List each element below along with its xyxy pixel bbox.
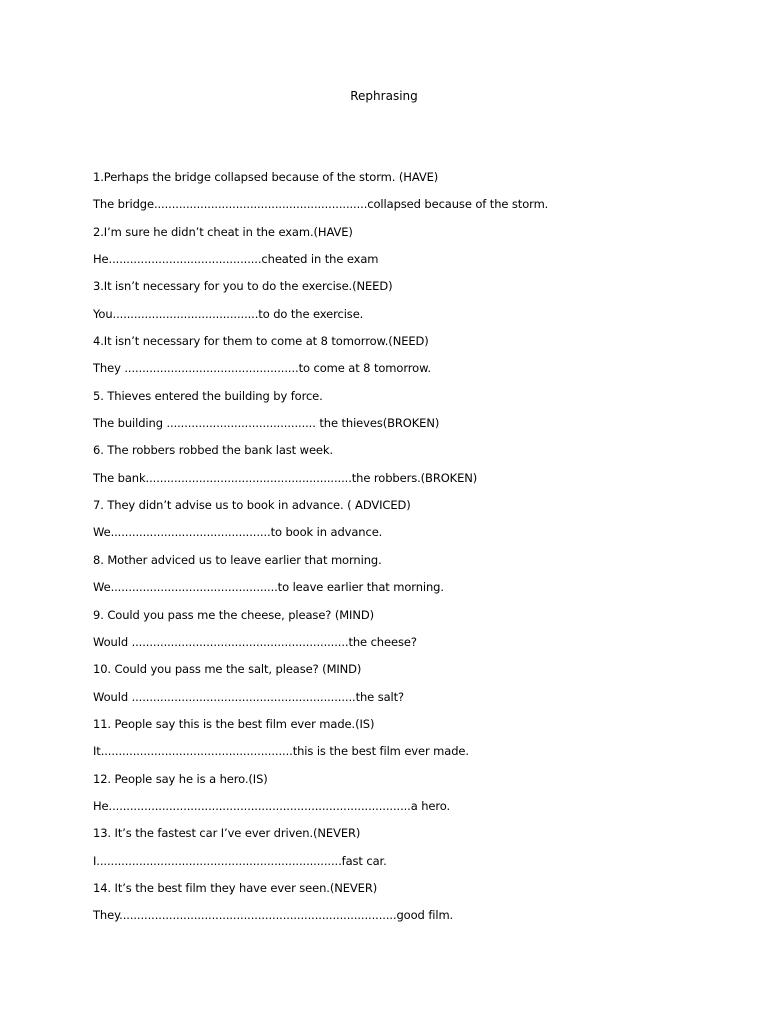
exercise-14-answer: They..............................................................................good film. bbox=[93, 908, 454, 923]
exercise-2-prompt: 2.I’m sure he didn’t cheat in the exam.(HAVE) bbox=[93, 224, 353, 239]
exercise-1-prompt: 1.Perhaps the bridge collapsed because of the storm. (HAVE) bbox=[93, 170, 439, 184]
exercise-5-answer: The building .......................................... the thieves(BROKEN) bbox=[93, 416, 440, 431]
exercise-12-prompt: 12. People say he is a hero.(IS) bbox=[93, 771, 268, 786]
exercise-4-prompt: 4.It isn’t necessary for them to come at 8 tomorrow.(NEED) bbox=[93, 334, 429, 349]
exercise-9-answer: Would .............................................................the cheese? bbox=[93, 634, 417, 649]
exercise-2-answer: He...........................................cheated in the exam bbox=[93, 252, 379, 267]
exercise-13-answer: I.....................................................................fast car. bbox=[93, 853, 387, 868]
exercise-13-prompt: 13. It’s the fastest car I’ve ever driven.(NEVER) bbox=[93, 826, 361, 841]
exercise-10-prompt: 10. Could you pass me the salt, please? (MIND) bbox=[93, 662, 362, 677]
exercise-14-prompt: 14. It’s the best film they have ever seen.(NEVER) bbox=[93, 880, 378, 895]
exercise-11-prompt: 11. People say this is the best film ever made.(IS) bbox=[93, 716, 375, 731]
exercise-4-answer: They .................................................to come at 8 tomorrow. bbox=[93, 361, 431, 376]
exercise-list bbox=[93, 169, 733, 935]
exercise-8-answer: We...............................................to leave earlier that morning. bbox=[93, 580, 444, 595]
exercise-6-answer: The bank..........................................................the robbers.(BROKEN) bbox=[93, 470, 478, 485]
exercise-8-prompt: 8. Mother adviced us to leave earlier that morning. bbox=[93, 552, 382, 567]
page-title: Rephrasing bbox=[350, 89, 418, 103]
exercise-1-answer: The bridge............................................................collapsed because of the storm. bbox=[93, 197, 549, 212]
exercise-10-answer: Would ...............................................................the salt? bbox=[93, 689, 405, 704]
exercise-6-prompt: 6. The robbers robbed the bank last week. bbox=[93, 443, 334, 458]
exercise-3-prompt: 3.It isn’t necessary for you to do the exercise.(NEED) bbox=[93, 279, 393, 294]
exercise-7-answer: We.............................................to book in advance. bbox=[93, 525, 383, 540]
exercise-9-prompt: 9. Could you pass me the cheese, please? (MIND) bbox=[93, 607, 374, 622]
exercise-12-answer: He.....................................................................................a hero. bbox=[93, 798, 451, 813]
exercise-11-answer: It......................................................this is the best film ever made. bbox=[93, 744, 469, 759]
exercise-3-answer: You.........................................to do the exercise. bbox=[93, 306, 364, 321]
exercise-5-prompt: 5. Thieves entered the building by force. bbox=[93, 388, 323, 403]
exercise-7-prompt: 7. They didn’t advise us to book in advance. ( ADVICED) bbox=[93, 498, 411, 513]
